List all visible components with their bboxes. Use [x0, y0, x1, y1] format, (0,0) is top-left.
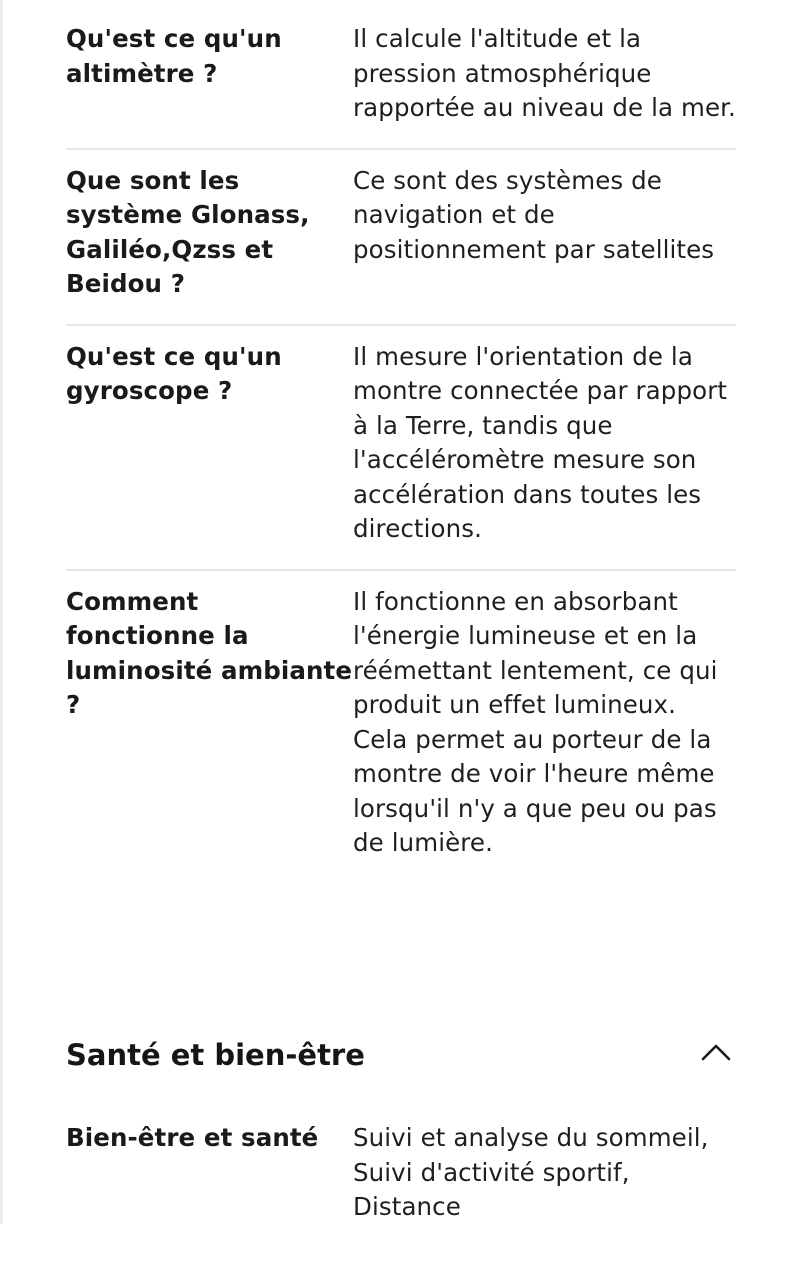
- spec-value: Il calcule l'altitude et la pression atmosphérique rapportée au niveau de la mer.: [353, 24, 736, 122]
- health-spec-table: [66, 1121, 736, 1261]
- spec-label: Bien-être et santé: [66, 1123, 319, 1152]
- spec-value: Ce sont des systèmes de navigation et de positionnement par satellites: [353, 165, 715, 264]
- section-title: Santé et bien-être: [66, 1038, 365, 1072]
- spec-row-altimeter: [66, 22, 736, 150]
- spec-label: Que sont les système Glonass, Galiléo,Qzss et Beidou ?: [66, 165, 310, 298]
- spec-value: Il mesure l'orientation de la montre connectée par rapport à la Terre, tandis que l'accéléromètre mesure son accélération dans toutes les directions.: [353, 341, 728, 543]
- spec-value: Il fonctionne en absorbant l'énergie lumineuse et en la réémettant lentement, ce qui produit un effet lumineux. Cela permet au porteur de la montre de voir l'heure même lorsqu'il n'y a que peu ou pas de lumière.: [353, 586, 718, 857]
- spec-row-satellite-systems: [66, 164, 736, 326]
- spec-label: Qu'est ce qu'un altimètre ?: [66, 24, 282, 88]
- spec-label: Comment fonctionne la luminosité ambiante ?: [66, 586, 353, 719]
- spec-label: Qu'est ce qu'un gyroscope ?: [66, 341, 282, 405]
- health-section-toggle[interactable]: [66, 1032, 736, 1078]
- spec-row-gyroscope: [66, 340, 736, 571]
- spec-row-ambient-light: [66, 585, 736, 883]
- faq-spec-table: [66, 22, 736, 897]
- page-edge-divider: [0, 0, 3, 1224]
- spec-row-wellbeing: [66, 1121, 736, 1247]
- chevron-up-icon[interactable]: [700, 1042, 726, 1068]
- spec-value: Suivi et analyse du sommeil, Suivi d'activité sportif, Distance: [353, 1123, 709, 1221]
